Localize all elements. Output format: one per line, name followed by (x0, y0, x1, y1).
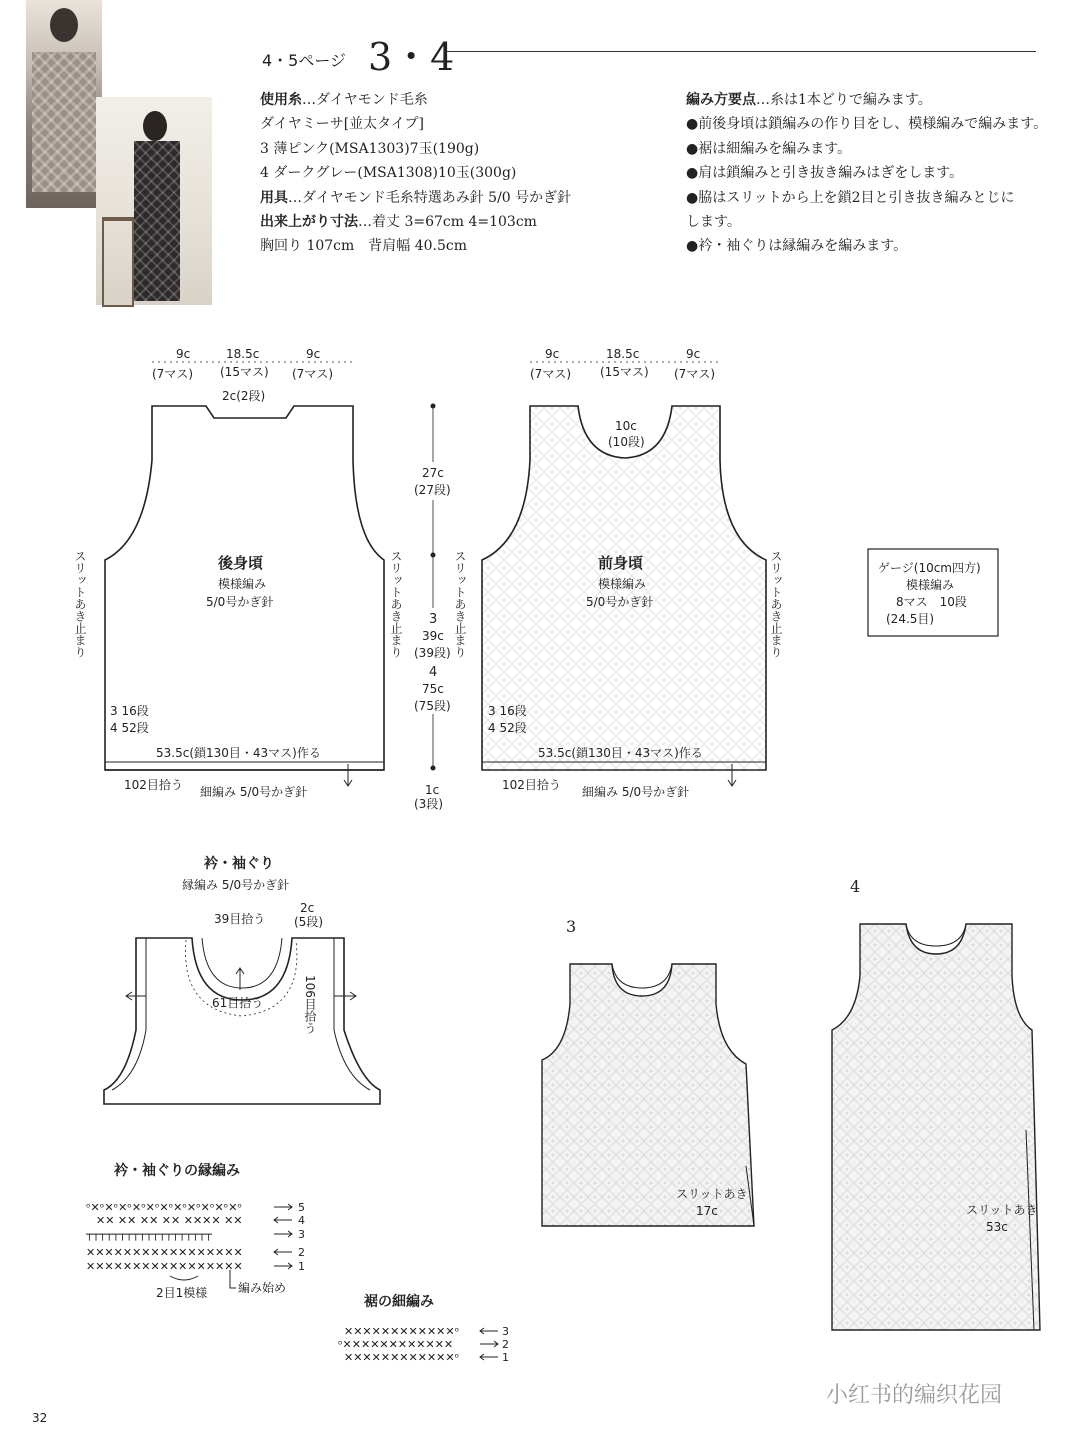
hem-depth-sub: (3段) (414, 797, 443, 811)
hem-stitch-chart (338, 1325, 459, 1364)
front-dim-right-sub: (7マス) (674, 367, 715, 381)
yarn-label: 使用糸 (260, 92, 302, 108)
back-body-title: 後身頃 (218, 554, 264, 572)
front-neck-pickup: 61目拾う (212, 996, 264, 1010)
finished-3-label: 3 (566, 917, 577, 936)
back-slit-right: スリットあき止まり (389, 550, 403, 658)
back-dim-left: 9c (176, 347, 191, 361)
armhole-depth-sub: (27段) (414, 483, 451, 497)
gauge-stitch: 模様編み (906, 578, 955, 592)
edging-width: 2c (300, 901, 315, 915)
edging-row-5: 5 (298, 1201, 305, 1214)
back-dim-left-sub: (7マス) (152, 367, 193, 381)
front-pickup: 102目拾う (502, 778, 561, 792)
back-neck-depth: 2c(2段) (222, 389, 266, 403)
edging-chart-title: 衿・袖ぐりの縁編み (114, 1163, 240, 1179)
back-slit-left: スリットあき止まり (73, 550, 87, 658)
svg-text:✕✕✕✕✕✕✕✕✕✕✕✕✕✕✕✕✕: ✕✕✕✕✕✕✕✕✕✕✕✕✕✕✕✕✕ (86, 1246, 243, 1259)
front-dim-left-sub: (7マス) (530, 367, 571, 381)
body-length-4-sub: (75段) (414, 699, 451, 713)
pattern-number: 3・4 (368, 35, 455, 79)
hem-row-1: 1 (502, 1351, 509, 1364)
size-line2: 胸回り 107cm 背肩幅 40.5cm (260, 238, 468, 255)
point-item: します。 (686, 214, 741, 231)
edging-row-arrows (274, 1204, 292, 1269)
front-dim-mid-sub: (15マス) (600, 365, 649, 379)
front-slit-rows-4: 4 52段 (488, 721, 527, 735)
points-label: 編み方要点 (686, 92, 756, 108)
edging-row-3: 3 (298, 1228, 305, 1241)
hem-row-2: 2 (502, 1338, 509, 1351)
back-dim-mid: 18.5c (226, 347, 260, 361)
page-number: 32 (32, 1411, 48, 1425)
watermark: 小红书的编织花园 (826, 1383, 1003, 1408)
point-item: ●前後身頃は鎖編みの作り目をし、模様編みで編みます。 (686, 116, 1048, 133)
point-item: ●裾は細編みを編みます。 (686, 140, 852, 157)
front-neck-depth: 10c (615, 419, 637, 433)
back-slit-rows-4: 4 52段 (110, 721, 149, 735)
edging-stitch: 縁編み 5/0号かぎ針 (182, 878, 290, 892)
back-stitch: 模様編み (218, 577, 267, 591)
svg-text:ᵒ✕✕✕✕✕✕✕✕✕✕✕✕: ᵒ✕✕✕✕✕✕✕✕✕✕✕✕ (338, 1338, 454, 1351)
size-3-marker: 3 (429, 612, 438, 627)
body-length-3: 39c (422, 629, 444, 643)
front-dim-right: 9c (686, 347, 701, 361)
back-hem: 細編み 5/0号かぎ針 (200, 785, 308, 799)
svg-text:ᵒ✕ᵒ✕ᵒ✕ᵒ✕ᵒ✕ᵒ✕ᵒ✕ᵒ✕ᵒ✕ᵒ✕ᵒ✕ᵒ: ᵒ✕ᵒ✕ᵒ✕ᵒ✕ᵒ✕ᵒ✕ᵒ✕ᵒ✕ᵒ✕ᵒ✕ᵒ✕ᵒ (86, 1201, 242, 1214)
back-slit-rows: 3 16段 (110, 704, 149, 718)
armhole-depth: 27c (422, 466, 444, 480)
front-neck-depth-sub: (10段) (608, 435, 645, 449)
point-item: ●衿・袖ぐりは縁編みを編みます。 (686, 238, 908, 255)
point-item: ●肩は鎖編みと引き抜き編みはぎをします。 (686, 165, 964, 182)
edging-row-2: 2 (298, 1246, 305, 1259)
repeat-bracket (170, 1276, 198, 1280)
finished-dress-4 (832, 924, 1040, 1330)
finished-4-slit-length: 53c (986, 1220, 1008, 1234)
edging-row-1: 1 (298, 1260, 305, 1273)
back-dim-mid-sub: (15マス) (220, 365, 269, 379)
back-pickup: 102目拾う (124, 778, 183, 792)
page-reference: 4・5ページ (262, 51, 347, 70)
yarn-name: ダイヤミーサ[並太タイプ] (260, 116, 424, 133)
finished-4-label: 4 (850, 877, 861, 896)
front-cast-on: 53.5c(鎖130目・43マス)作る (538, 746, 703, 760)
yarn-value: …ダイヤモンド毛糸 (302, 92, 428, 108)
edging-repeat: 2目1模様 (156, 1286, 208, 1300)
points-intro: …糸は1本どりで編みます。 (756, 92, 932, 108)
front-slit-rows: 3 16段 (488, 704, 527, 718)
svg-text:✕✕✕✕✕✕✕✕✕✕✕✕✕✕✕✕✕: ✕✕✕✕✕✕✕✕✕✕✕✕✕✕✕✕✕ (86, 1260, 243, 1273)
svg-text:┬┬┬┬┬┬┬┬┬┬┬┬┬┬┬┬┬┬┬: ┬┬┬┬┬┬┬┬┬┬┬┬┬┬┬┬┬┬┬ (86, 1228, 212, 1241)
length-dimension-line (431, 404, 436, 771)
front-slit-left: スリットあき止まり (453, 550, 467, 658)
size-value: …着丈 3=67cm 4=103cm (358, 214, 537, 231)
hem-depth: 1c (425, 783, 440, 797)
color-3: 3 薄ピンク(MSA1303)7玉(190g) (260, 140, 480, 157)
gauge-title: ゲージ(10cm四方) (878, 561, 981, 575)
front-stitch: 模様編み (598, 577, 647, 591)
front-hook: 5/0号かぎ針 (586, 595, 654, 609)
hem-row-3: 3 (502, 1325, 509, 1338)
front-dim-mid: 18.5c (606, 347, 640, 361)
tools-value: …ダイヤモンド毛糸特選あみ針 5/0 号かぎ針 (288, 189, 572, 206)
front-hem: 細編み 5/0号かぎ針 (582, 785, 690, 799)
edging-title: 衿・袖ぐり (204, 856, 274, 872)
edging-width-sub: (5段) (294, 915, 323, 929)
color-4: 4 ダークグレー(MSA1308)10玉(300g) (260, 165, 517, 182)
size-label: 出来上がり寸法 (260, 214, 358, 231)
hem-chart-title: 裾の細編み (364, 1294, 434, 1310)
edging-row-4: 4 (298, 1214, 305, 1227)
back-cast-on: 53.5c(鎖130目・43マス)作る (156, 746, 321, 760)
svg-text:✕✕✕✕✕✕✕✕✕✕✕✕ᵒ: ✕✕✕✕✕✕✕✕✕✕✕✕ᵒ (344, 1351, 460, 1364)
body-length-4: 75c (422, 682, 444, 696)
edging-stitch-chart (85, 1201, 243, 1273)
front-dim-left: 9c (545, 347, 560, 361)
edging-diagram (104, 938, 380, 1104)
armhole-pickup: 106目拾う (303, 975, 317, 1034)
tools-label: 用具 (260, 189, 288, 206)
edging-start: 編み始め (238, 1281, 287, 1295)
finished-4-slit: スリットあき (966, 1203, 1038, 1217)
gauge-count: 8マス 10段 (896, 595, 967, 609)
back-hook: 5/0号かぎ針 (206, 595, 274, 609)
body-length-3-sub: (39段) (414, 646, 451, 660)
size-4-marker: 4 (429, 665, 438, 680)
front-body-title: 前身頃 (598, 554, 644, 572)
back-dim-right-sub: (7マス) (292, 367, 333, 381)
hem-row-arrows (480, 1328, 498, 1360)
svg-text:✕✕✕✕✕✕✕✕✕✕✕✕ᵒ: ✕✕✕✕✕✕✕✕✕✕✕✕ᵒ (344, 1325, 460, 1338)
gauge-stitches: (24.5目) (886, 612, 935, 626)
front-slit-right: スリットあき止まり (769, 550, 783, 658)
finished-3-slit-length: 17c (696, 1204, 718, 1218)
finished-3-slit: スリットあき (676, 1187, 748, 1201)
point-item: ●脇はスリットから上を鎖2目と引き抜き編みとじに (686, 189, 1015, 206)
back-dim-right: 9c (306, 347, 321, 361)
neck-pickup: 39目拾う (214, 912, 266, 926)
svg-text:✕✕ ✕✕ ✕✕ ✕✕ ✕✕✕✕ ✕✕: ✕✕ ✕✕ ✕✕ ✕✕ ✕✕✕✕ ✕✕ (96, 1214, 243, 1227)
